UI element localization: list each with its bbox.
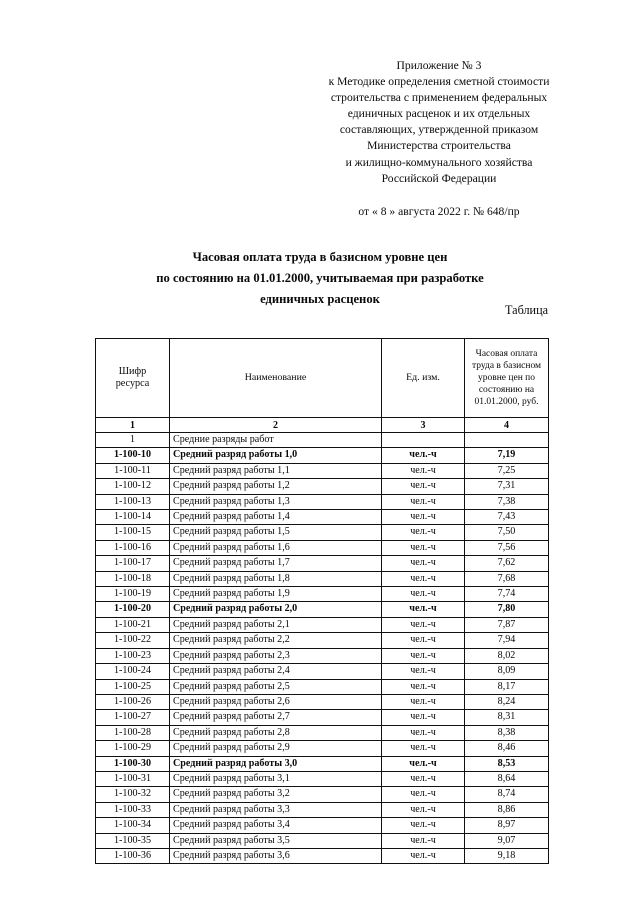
table-row: [96, 694, 549, 709]
cell-code: 1-100-28: [96, 725, 170, 740]
cell-code: 1-100-36: [96, 848, 170, 863]
cell-unit: чел.-ч: [382, 710, 465, 725]
appendix-header-line: Министерства строительства: [367, 139, 511, 153]
cell-unit: чел.-ч: [382, 818, 465, 833]
cell-rate: 7,38: [465, 494, 549, 509]
cell-unit: чел.-ч: [382, 587, 465, 602]
cell-unit: чел.-ч: [382, 479, 465, 494]
cell-unit: чел.-ч: [382, 494, 465, 509]
cell-name: Средний разряд работы 1,1: [170, 463, 382, 478]
cell-unit: чел.-ч: [382, 633, 465, 648]
cell-name: Средний разряд работы 3,3: [170, 802, 382, 817]
column-header-unit: Ед. изм.: [382, 339, 465, 418]
cell-unit: чел.-ч: [382, 694, 465, 709]
cell-name: Средние разряды работ: [170, 433, 382, 448]
table-row: [96, 848, 549, 863]
cell-rate: 9,18: [465, 848, 549, 863]
cell-name: Средний разряд работы 2,7: [170, 710, 382, 725]
table-row: [96, 787, 549, 802]
cell-rate: 8,17: [465, 679, 549, 694]
appendix-header-line: Приложение № 3: [396, 59, 482, 72]
column-header-code-line: Шифр: [118, 365, 147, 377]
rate-table-container: [95, 338, 548, 864]
table-row: [96, 648, 549, 663]
table-head: [96, 339, 549, 433]
cell-code: 1-100-10: [96, 448, 170, 463]
cell-rate: 7,31: [465, 479, 549, 494]
cell-name: Средний разряд работы 3,2: [170, 787, 382, 802]
cell-rate: 7,56: [465, 540, 549, 555]
cell-code: 1-100-15: [96, 525, 170, 540]
cell-name: Средний разряд работы 3,0: [170, 756, 382, 771]
cell-rate: [465, 433, 549, 448]
table-row: [96, 448, 549, 463]
table-row: [96, 833, 549, 848]
table-row: [96, 463, 549, 478]
cell-rate: 8,24: [465, 694, 549, 709]
cell-code: 1-100-22: [96, 633, 170, 648]
cell-unit: чел.-ч: [382, 848, 465, 863]
cell-code: 1-100-31: [96, 771, 170, 786]
cell-unit: чел.-ч: [382, 571, 465, 586]
table-row: [96, 617, 549, 632]
column-number-3: 3: [382, 418, 465, 433]
cell-unit: [382, 433, 465, 448]
column-header-code: [96, 339, 170, 418]
table-body: [96, 433, 549, 864]
table-row: [96, 664, 549, 679]
cell-name: Средний разряд работы 2,3: [170, 648, 382, 663]
appendix-header-line: и жилищно-коммунального хозяйства: [345, 155, 533, 169]
cell-name: Средний разряд работы 1,8: [170, 571, 382, 586]
column-header-rate-line: состоянию на: [478, 385, 535, 396]
column-header-rate: [465, 339, 549, 418]
cell-name: Средний разряд работы 1,9: [170, 587, 382, 602]
cell-rate: 7,62: [465, 556, 549, 571]
cell-name: Средний разряд работы 1,0: [170, 448, 382, 463]
table-row: [96, 510, 549, 525]
cell-rate: 8,38: [465, 725, 549, 740]
cell-name: Средний разряд работы 2,8: [170, 725, 382, 740]
cell-code: 1-100-30: [96, 756, 170, 771]
cell-unit: чел.-ч: [382, 679, 465, 694]
cell-name: Средний разряд работы 1,6: [170, 540, 382, 555]
cell-rate: 8,31: [465, 710, 549, 725]
table-row: [96, 525, 549, 540]
cell-unit: чел.-ч: [382, 802, 465, 817]
appendix-header-line: строительства с применением федеральных: [330, 91, 548, 105]
cell-name: Средний разряд работы 2,9: [170, 741, 382, 756]
cell-rate: 8,64: [465, 771, 549, 786]
cell-unit: чел.-ч: [382, 540, 465, 555]
appendix-header-block: [300, 58, 578, 187]
cell-rate: 7,25: [465, 463, 549, 478]
table-header-row: [96, 339, 549, 418]
table-row: [96, 802, 549, 817]
column-header-rate-line: уровне цен по: [477, 372, 535, 383]
table-row: [96, 818, 549, 833]
column-number-1: 1: [96, 418, 170, 433]
cell-rate: 7,74: [465, 587, 549, 602]
table-row: [96, 556, 549, 571]
cell-name: Средний разряд работы 1,2: [170, 479, 382, 494]
cell-code: 1-100-24: [96, 664, 170, 679]
cell-unit: чел.-ч: [382, 510, 465, 525]
appendix-header-line: единичных расценок и их отдельных: [347, 107, 531, 121]
table-row: [96, 771, 549, 786]
cell-name: Средний разряд работы 2,6: [170, 694, 382, 709]
cell-code: 1-100-25: [96, 679, 170, 694]
cell-rate: 9,07: [465, 833, 549, 848]
cell-unit: чел.-ч: [382, 833, 465, 848]
cell-name: Средний разряд работы 3,4: [170, 818, 382, 833]
cell-code: 1-100-17: [96, 556, 170, 571]
order-reference-line: от « 8 » августа 2022 г. № 648/пр: [358, 205, 520, 218]
table-row: [96, 602, 549, 617]
cell-name: Средний разряд работы 1,3: [170, 494, 382, 509]
column-number-2: 2: [170, 418, 382, 433]
cell-code: 1-100-21: [96, 617, 170, 632]
cell-rate: 7,43: [465, 510, 549, 525]
cell-unit: чел.-ч: [382, 463, 465, 478]
cell-name: Средний разряд работы 1,4: [170, 510, 382, 525]
cell-rate: 8,46: [465, 741, 549, 756]
cell-name: Средний разряд работы 1,7: [170, 556, 382, 571]
cell-code: 1-100-27: [96, 710, 170, 725]
cell-rate: 7,80: [465, 602, 549, 617]
cell-unit: чел.-ч: [382, 771, 465, 786]
table-row: [96, 587, 549, 602]
cell-name: Средний разряд работы 2,2: [170, 633, 382, 648]
cell-code: 1-100-14: [96, 510, 170, 525]
document-title-line: по состоянию на 01.01.2000, учитываемая при разработке: [156, 271, 484, 285]
cell-unit: чел.-ч: [382, 448, 465, 463]
cell-rate: 7,87: [465, 617, 549, 632]
document-title-line: единичных расценок: [260, 292, 380, 306]
table-row: [96, 479, 549, 494]
cell-unit: чел.-ч: [382, 648, 465, 663]
cell-rate: 8,09: [465, 664, 549, 679]
cell-code: 1-100-32: [96, 787, 170, 802]
cell-name: Средний разряд работы 1,5: [170, 525, 382, 540]
hourly-wage-table: [95, 338, 549, 864]
cell-code: 1-100-23: [96, 648, 170, 663]
cell-unit: чел.-ч: [382, 525, 465, 540]
cell-unit: чел.-ч: [382, 725, 465, 740]
appendix-header-line: составляющих, утвержденной приказом: [339, 123, 539, 137]
cell-code: 1-100-33: [96, 802, 170, 817]
cell-unit: чел.-ч: [382, 756, 465, 771]
column-header-rate-line: труда в базисном: [471, 360, 542, 371]
cell-rate: 8,02: [465, 648, 549, 663]
table-row: [96, 741, 549, 756]
document-title-line: Часовая оплата труда в базисном уровне цен: [192, 250, 448, 264]
column-header-rate-line: Часовая оплата: [475, 348, 538, 359]
cell-code: 1-100-12: [96, 479, 170, 494]
table-row: [96, 571, 549, 586]
cell-rate: 7,68: [465, 571, 549, 586]
cell-code: 1-100-11: [96, 463, 170, 478]
cell-unit: чел.-ч: [382, 741, 465, 756]
table-section-row: [96, 433, 549, 448]
cell-code: 1-100-20: [96, 602, 170, 617]
table-row: [96, 633, 549, 648]
cell-name: Средний разряд работы 2,0: [170, 602, 382, 617]
cell-rate: 7,19: [465, 448, 549, 463]
cell-name: Средний разряд работы 2,1: [170, 617, 382, 632]
table-caption: Таблица: [505, 303, 548, 317]
cell-unit: чел.-ч: [382, 556, 465, 571]
cell-code: 1-100-34: [96, 818, 170, 833]
cell-rate: 7,94: [465, 633, 549, 648]
column-numbering-row: [96, 418, 549, 433]
cell-rate: 8,86: [465, 802, 549, 817]
cell-name: Средний разряд работы 3,6: [170, 848, 382, 863]
table-row: [96, 540, 549, 555]
column-header-code-line: ресурса: [115, 378, 150, 389]
appendix-header-line: к Методике определения сметной стоимости: [328, 75, 550, 89]
column-header-rate-line: 01.01.2000, руб.: [474, 397, 539, 408]
table-row: [96, 679, 549, 694]
table-row: [96, 494, 549, 509]
cell-unit: чел.-ч: [382, 617, 465, 632]
cell-code: 1-100-29: [96, 741, 170, 756]
cell-rate: 7,50: [465, 525, 549, 540]
cell-rate: 8,97: [465, 818, 549, 833]
table-row: [96, 710, 549, 725]
cell-name: Средний разряд работы 3,5: [170, 833, 382, 848]
cell-code: 1: [96, 433, 170, 448]
document-title: [60, 247, 580, 310]
cell-rate: 8,74: [465, 787, 549, 802]
cell-code: 1-100-13: [96, 494, 170, 509]
cell-unit: чел.-ч: [382, 787, 465, 802]
cell-unit: чел.-ч: [382, 664, 465, 679]
column-header-name: Наименование: [170, 339, 382, 418]
cell-name: Средний разряд работы 2,4: [170, 664, 382, 679]
cell-name: Средний разряд работы 3,1: [170, 771, 382, 786]
table-row: [96, 756, 549, 771]
cell-unit: чел.-ч: [382, 602, 465, 617]
cell-code: 1-100-19: [96, 587, 170, 602]
appendix-header-line: Российской Федерации: [381, 171, 497, 185]
cell-code: 1-100-16: [96, 540, 170, 555]
cell-code: 1-100-18: [96, 571, 170, 586]
column-number-4: 4: [465, 418, 549, 433]
cell-name: Средний разряд работы 2,5: [170, 679, 382, 694]
table-row: [96, 725, 549, 740]
cell-code: 1-100-35: [96, 833, 170, 848]
cell-code: 1-100-26: [96, 694, 170, 709]
cell-rate: 8,53: [465, 756, 549, 771]
